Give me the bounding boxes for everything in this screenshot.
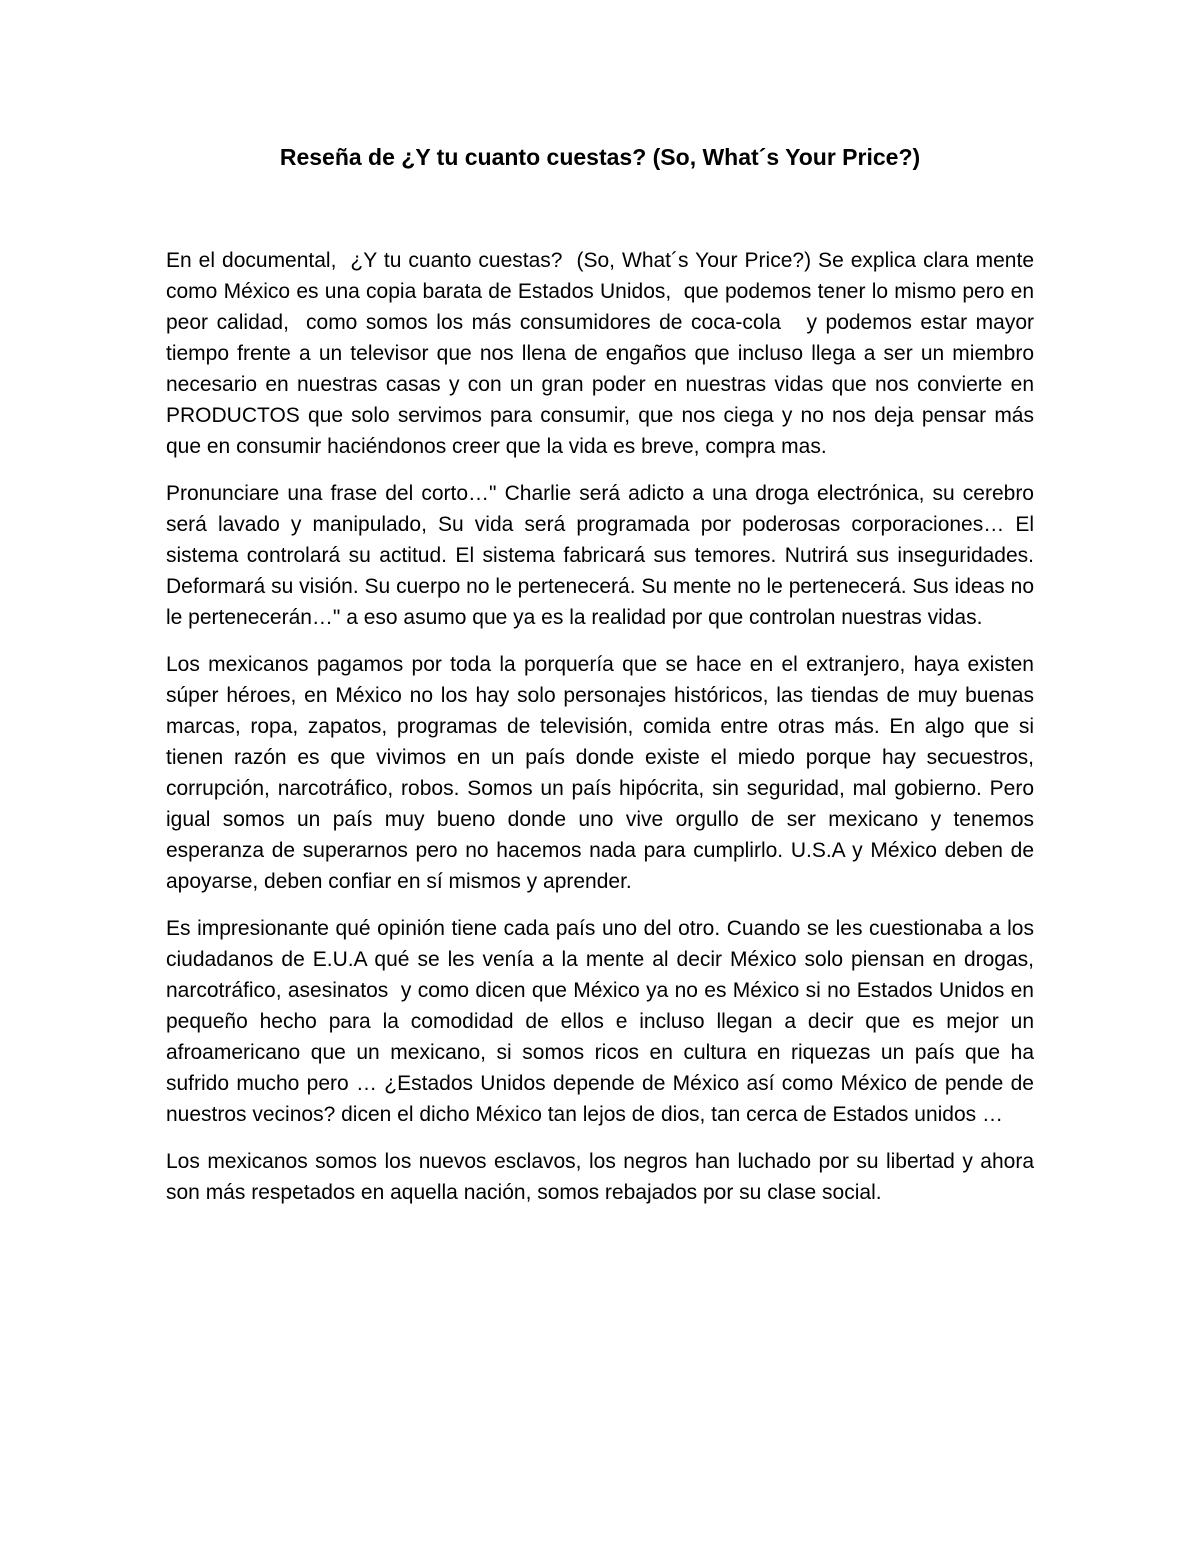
paragraph-esclavos: Los mexicanos somos los nuevos esclavos, los negros han luchado por su libertad y ahora son más respetados en aquella nación, somos rebajados por su clase social. (166, 1150, 1040, 1204)
paragraph-mexicanos-pagamos: Los mexicanos pagamos por toda la porquería que se hace en el extranjero, haya existen súper héroes, en México no los hay solo personajes históricos, las tiendas de muy buenas marcas, ropa, zapatos, programas de televisión, comida entre otras más. En algo que si tienen razón es que vivimos en un país donde existe el miedo porque hay secuestros, corrupción, narcotráfico, robos. Somos un país hipócrita, sin seguridad, mal gobierno. Pero igual somos un país muy bueno donde uno vive orgullo de ser mexicano y tenemos esperanza de superarnos pero no hacemos nada para cumplirlo. U.S.A y México deben de apoyarse, deben confiar en sí mismos y aprender. (166, 653, 1040, 893)
document-title: Reseña de ¿Y tu cuanto cuestas? (So, What´s Your Price?) (279, 144, 921, 170)
paragraph-quote: Pronunciare una frase del corto…" Charlie será adicto a una droga electrónica, su cerebro será lavado y manipulado, Su vida será programada por poderosas corporaciones… El sistema controlará su actitud. El sistema fabricará sus temores. Nutrirá sus inseguridades. Deformará su visión. Su cuerpo no le pertenecerá. Su mente no le pertenecerá. Sus ideas no le pertenecerán…" a eso asumo que ya es la realidad por que controlan nuestras vidas. (166, 482, 1040, 629)
document-body (166, 245, 1040, 1224)
paragraph-opinion: Es impresionante qué opinión tiene cada país uno del otro. Cuando se les cuestionaba a los ciudadanos de E.U.A qué se les venía a la mente al decir México solo piensan en drogas, narcotráfico, asesinatos y como dicen que México ya no es México si no Estados Unidos en pequeño hecho para la comodidad de ellos e incluso llegan a decir que es mejor un afroamericano que un mexicano, si somos ricos en cultura en riquezas un país que ha sufrido mucho pero … ¿Estados Unidos depende de México así como México de pende de nuestros vecinos? dicen el dicho México tan lejos de dios, tan cerca de Estados unidos … (166, 917, 1040, 1126)
paragraph-intro: En el documental, ¿Y tu cuanto cuestas? (So, What´s Your Price?) Se explica clara mente como México es una copia barata de Estados Unidos, que podemos tener lo mismo pero en peor calidad, como somos los más consumidores de coca-cola y podemos estar mayor tiempo frente a un televisor que nos llena de engaños que incluso llega a ser un miembro necesario en nuestras casas y con un gran poder en nuestras vidas que nos convierte en PRODUCTOS que solo servimos para consumir, que nos ciega y no nos deja pensar más que en consumir haciéndonos creer que la vida es breve, compra mas. (166, 249, 1040, 458)
